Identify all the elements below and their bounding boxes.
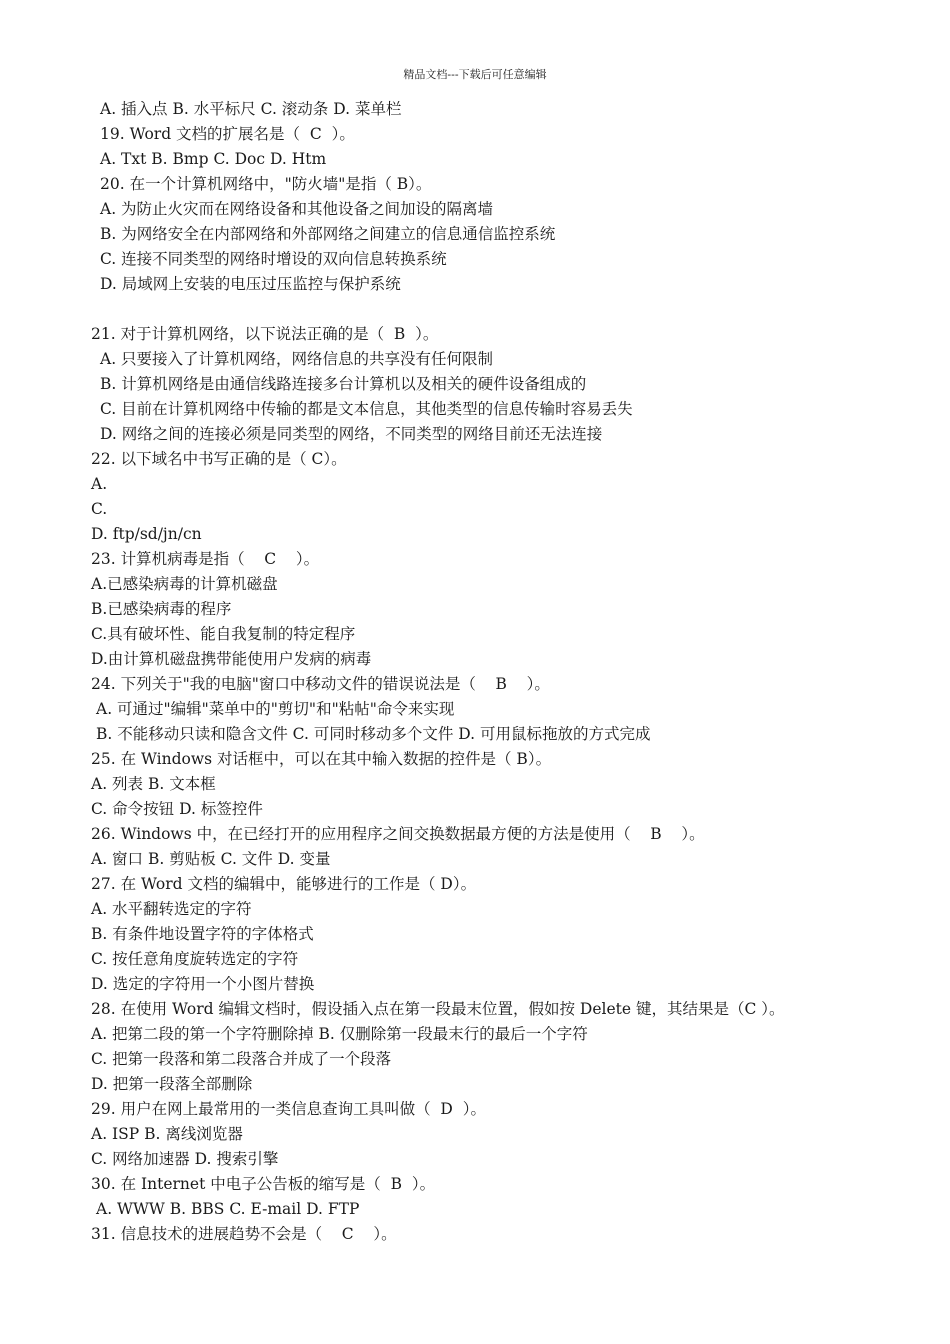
page-header: 精品文档---下载后可任意编辑 bbox=[403, 68, 547, 81]
text-line: C. 把第一段落和第二段落合并成了一个段落 bbox=[91, 1050, 392, 1068]
text-line: 30. 在 Internet 中电子公告板的缩写是（ B ）。 bbox=[91, 1175, 436, 1193]
text-line: A. 窗口 B. 剪贴板 C. 文件 D. 变量 bbox=[91, 850, 331, 868]
text-line: A. 把第二段的第一个字符删除掉 B. 仅删除第一段最末行的最后一个字符 bbox=[91, 1025, 588, 1043]
text-line: A. WWW B. BBS C. E-mail D. FTP bbox=[96, 1200, 360, 1218]
text-line: A. bbox=[91, 475, 108, 493]
text-line: B. 不能移动只读和隐含文件 C. 可同时移动多个文件 D. 可用鼠标拖放的方式完成 bbox=[96, 725, 651, 743]
text-line: A. Txt B. Bmp C. Doc D. Htm bbox=[100, 150, 327, 168]
text-line: 23. 计算机病毒是指（ C ）。 bbox=[91, 550, 320, 568]
text-line: 22. 以下域名中书写正确的是（ C）。 bbox=[91, 450, 347, 468]
text-line: A. 只要接入了计算机网络，网络信息的共享没有任何限制 bbox=[100, 350, 494, 368]
text-line: A. 为防止火灾而在网络设备和其他设备之间加设的隔离墙 bbox=[100, 200, 494, 218]
text-line: A. 可通过"编辑"菜单中的"剪切"和"粘帖"命令来实现 bbox=[96, 700, 455, 718]
text-line: A. 插入点 B. 水平标尺 C. 滚动条 D. 菜单栏 bbox=[100, 100, 402, 118]
text-line: 27. 在 Word 文档的编辑中，能够进行的工作是（ D）。 bbox=[91, 875, 477, 893]
text-line: C. bbox=[91, 500, 108, 518]
text-line: B. 有条件地设置字符的字体格式 bbox=[91, 925, 314, 943]
text-line: D.由计算机磁盘携带能使用户发病的病毒 bbox=[91, 650, 372, 668]
text-line: A. ISP B. 离线浏览器 bbox=[91, 1125, 243, 1143]
text-line: D. 网络之间的连接必须是同类型的网络，不同类型的网络目前还无法连接 bbox=[100, 425, 603, 443]
text-line: 20. 在一个计算机网络中，"防火墙"是指（ B）。 bbox=[100, 175, 432, 193]
text-line: B. 为网络安全在内部网络和外部网络之间建立的信息通信监控系统 bbox=[100, 225, 556, 243]
text-line: D. 局域网上安装的电压过压监控与保护系统 bbox=[100, 275, 401, 293]
text-line: 21. 对于计算机网络，以下说法正确的是（ B ）。 bbox=[91, 325, 439, 343]
text-line: B.已感染病毒的程序 bbox=[91, 600, 232, 618]
text-line: 26. Windows 中，在已经打开的应用程序之间交换数据最方便的方法是使用（ B ）。 bbox=[91, 825, 705, 843]
text-line: A.已感染病毒的计算机磁盘 bbox=[91, 575, 278, 593]
text-line: D. 把第一段落全部删除 bbox=[91, 1075, 253, 1093]
text-line: 31. 信息技术的进展趋势不会是（ C ）。 bbox=[91, 1225, 397, 1243]
text-line: D. ftp/sd/jn/cn bbox=[91, 525, 202, 543]
text-line: C. 连接不同类型的网络时增设的双向信息转换系统 bbox=[100, 250, 447, 268]
text-line: C. 命令按钮 D. 标签控件 bbox=[91, 800, 263, 818]
text-line: A. 列表 B. 文本框 bbox=[91, 775, 216, 793]
text-line: A. 水平翻转选定的字符 bbox=[91, 900, 252, 918]
text-line: 29. 用户在网上最常用的一类信息查询工具叫做（ D ）。 bbox=[91, 1100, 486, 1118]
text-line: C. 网络加速器 D. 搜索引擎 bbox=[91, 1150, 279, 1168]
text-line: 28. 在使用 Word 编辑文档时，假设插入点在第一段最末位置，假如按 Delete 键，其结果是（C ）。 bbox=[91, 1000, 785, 1018]
text-line: 19. Word 文档的扩展名是（ C ）。 bbox=[100, 125, 355, 143]
text-line: B. 计算机网络是由通信线路连接多台计算机以及相关的硬件设备组成的 bbox=[100, 375, 587, 393]
text-line: D. 选定的字符用一个小图片替换 bbox=[91, 975, 315, 993]
text-line: 24. 下列关于"我的电脑"窗口中移动文件的错误说法是（ B ）。 bbox=[91, 675, 550, 693]
text-line: C. 按任意角度旋转选定的字符 bbox=[91, 950, 299, 968]
text-line: C. 目前在计算机网络中传输的都是文本信息，其他类型的信息传输时容易丢失 bbox=[100, 400, 633, 418]
text-line: C.具有破坏性、能自我复制的特定程序 bbox=[91, 625, 356, 643]
text-line: 25. 在 Windows 对话框中，可以在其中输入数据的控件是（ B）。 bbox=[91, 750, 552, 768]
